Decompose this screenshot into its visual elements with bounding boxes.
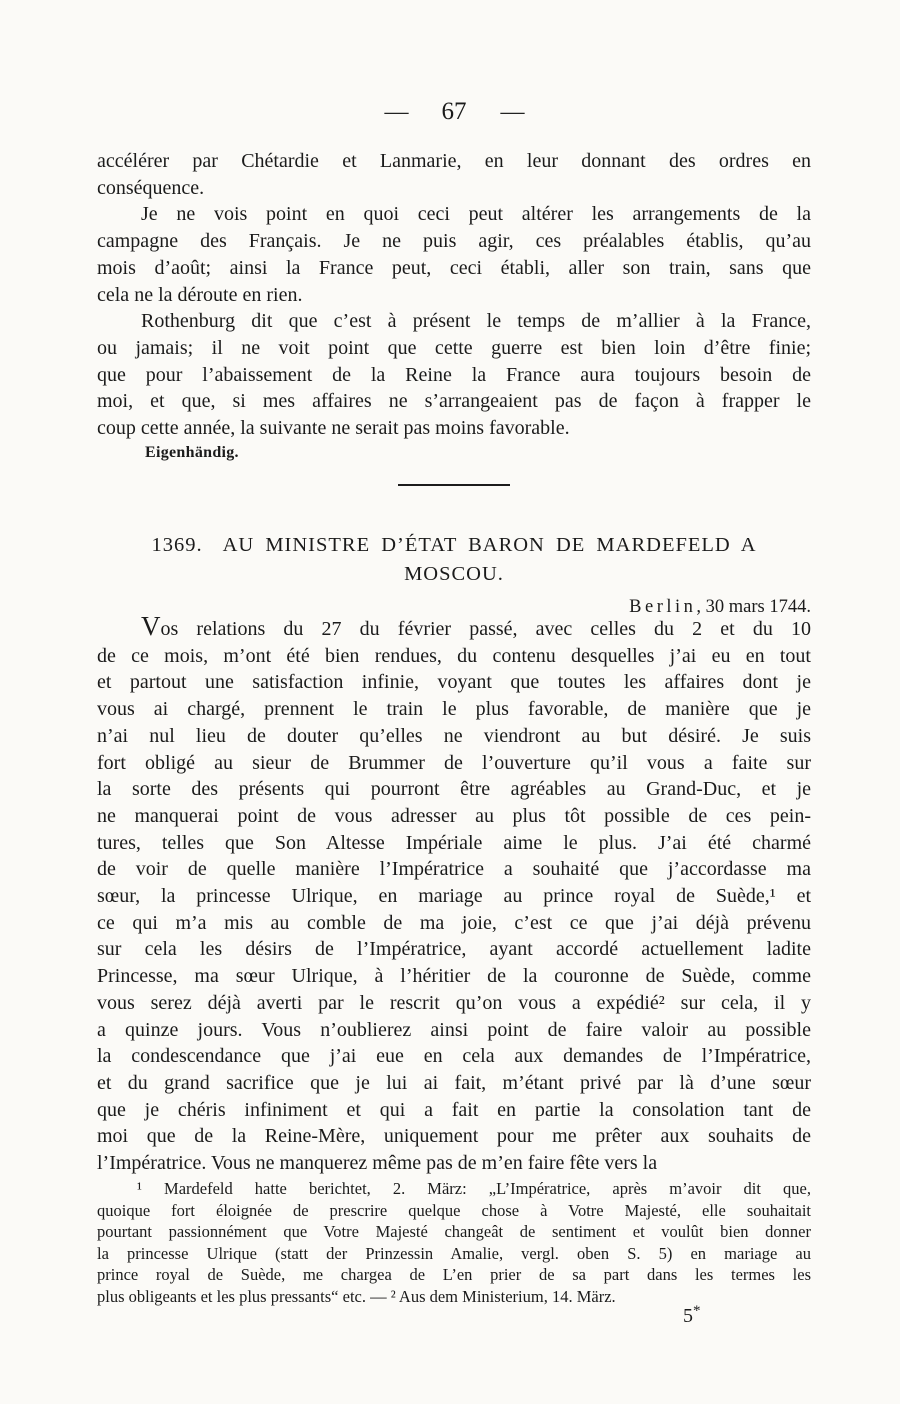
- text-line: Rothenburg dit que c’est à présent le temps de m’allier à la France,: [141, 310, 811, 333]
- text-line: prince royal de Suède, me chargea de L’en prier de sa part dans les termes les: [97, 1265, 811, 1285]
- text-line: conséquence.: [97, 176, 205, 199]
- text-line: sœur, la princesse Ulrique, en mariage au prince royal de Suède,¹ et: [97, 885, 811, 908]
- text-line: ce qui m’a mis au comble de ma joie, c’est ce que j’ai déjà prévenu: [97, 911, 811, 934]
- paragraph: [97, 148, 811, 201]
- text-line: pourtant passionnément que Votre Majesté changeât de sentiment et voulût bien donner: [97, 1222, 811, 1242]
- text-line: que pour l’abaissement de la Reine la France aura toujours besoin de: [97, 363, 811, 386]
- text-line: a quinze jours. Vous n’oublierez ainsi point de faire valoir au possible: [97, 1018, 811, 1041]
- text-line: n’ai nul lieu de douter qu’elles ne viendront au but désiré. Je suis: [97, 724, 811, 747]
- text-line: sur cela les désirs de l’Impératrice, ayant accordé actuellement ladite: [97, 938, 811, 961]
- text-line: la condescendance que j’ai eue en cela aux demandes de l’Impératrice,: [97, 1045, 811, 1068]
- page-number: 67: [441, 98, 467, 125]
- text-line: que je chéris infiniment et qui a fait en partie la consolation tant de: [97, 1098, 811, 1121]
- dateline-place: Berlin: [629, 597, 697, 617]
- footnote-block: [97, 1178, 811, 1308]
- text-line: campagne des Français. Je ne puis agir, ces préalables établis, qu’au: [97, 230, 811, 253]
- text-line: moi, et que, si mes affaires ne s’arrangeaient pas de façon à frapper le: [97, 390, 811, 413]
- text-line: moi que de la Reine-Mère, uniquement pour me prêter aux souhaits de: [97, 1125, 811, 1148]
- text-line: l’Impératrice. Vous ne manquerez même pas de m’en faire fête vers la: [97, 1152, 658, 1175]
- text-line: la sorte des présents qui pourront être agréables au Grand-Duc, et je: [97, 778, 811, 801]
- text-line: de ce mois, m’ont été bien rendues, du contenu desquelles j’ai eu en tout: [97, 644, 811, 667]
- letter-title-line1: [97, 531, 811, 560]
- text-line: cela ne la déroute en rien.: [97, 283, 303, 306]
- page-header: [97, 98, 811, 126]
- text-line: ¹ Mardefeld hatte berichtet, 2. März: „L’Impératrice, après m’avoir dit que,: [137, 1179, 811, 1198]
- letter-number: 1369.: [151, 534, 203, 556]
- dateline-rest: , 30 mars 1744.: [696, 597, 811, 617]
- text-line: ou jamais; il ne voit point que cette guerre est bien loin d’être finie;: [97, 336, 811, 359]
- header-left-dash: —: [384, 98, 408, 125]
- text-line: quoique fort éloignée de prescrire quelque chose à Votre Majesté, elle souhaitait: [97, 1200, 811, 1220]
- text-line: la princesse Ulrique (statt der Prinzessin Amalie, vergl. oben S. 5) en mariage au: [97, 1243, 811, 1263]
- letter-title-line2: MOSCOU.: [404, 563, 504, 585]
- text-line: Princesse, ma sœur Ulrique, à l’héritier de la couronne de Suède, comme: [97, 965, 811, 988]
- dateline: [97, 596, 811, 618]
- text-line: plus obligeants et les plus pressants“ etc. — ² Aus dem Ministerium, 14. März.: [97, 1286, 616, 1306]
- closing-note: Eigenhändig.: [145, 443, 239, 461]
- letter-body: [97, 611, 811, 1177]
- text-line: Je ne vois point en quoi ceci peut altérer les arrangements de la: [141, 203, 811, 226]
- text-line: coup cette année, la suivante ne serait pas moins favorable.: [97, 417, 570, 440]
- text-line: accélérer par Chétardie et Lanmarie, en leur donnant des ordres en: [97, 150, 811, 172]
- text-line: fort obligé au sieur de Brummer de l’ouverture qu’il vous a faite sur: [97, 751, 811, 774]
- section-divider-rule: [398, 484, 510, 486]
- text-line: vous ai chargé, prennent le train le plus favorable, de manière que je: [97, 698, 811, 721]
- header-right-dash: —: [500, 98, 524, 125]
- text-line: tures, telles que Son Altesse Impériale aime le plus. J’ai été charmé: [97, 831, 811, 854]
- signature-number: 5: [683, 1305, 693, 1327]
- text-line: de voir de quelle manière l’Impératrice a souhaité que j’accordasse ma: [97, 858, 811, 881]
- text-line: ne manquerai point de vous adresser au plus tôt possible de ces pein-: [97, 804, 811, 827]
- sheet-signature-mark: [683, 1303, 701, 1328]
- text-line: et partout une satisfaction infinie, voyant que toutes les affaires dont je: [97, 671, 811, 694]
- text-line: vous serez déjà averti par le rescrit qu’on vous a expédié² sur cela, il y: [97, 991, 811, 1014]
- signature-asterisk: *: [693, 1303, 701, 1319]
- text-line: mois d’août; ainsi la France peut, ceci établi, aller son train, sans que: [97, 256, 811, 279]
- text-line: Vos relations du 27 du février passé, avec celles du 2 et du 10: [141, 611, 811, 641]
- letter-title-text: AU MINISTRE D’ÉTAT BARON DE MARDEFELD A: [222, 534, 757, 556]
- paragraph: [97, 308, 811, 442]
- paragraph: [97, 201, 811, 308]
- text-line: et du grand sacrifice que je lui ai fait, m’étant privé par là d’une sœur: [97, 1071, 811, 1094]
- letter-heading: [97, 531, 811, 618]
- previous-letter-section: [97, 148, 811, 486]
